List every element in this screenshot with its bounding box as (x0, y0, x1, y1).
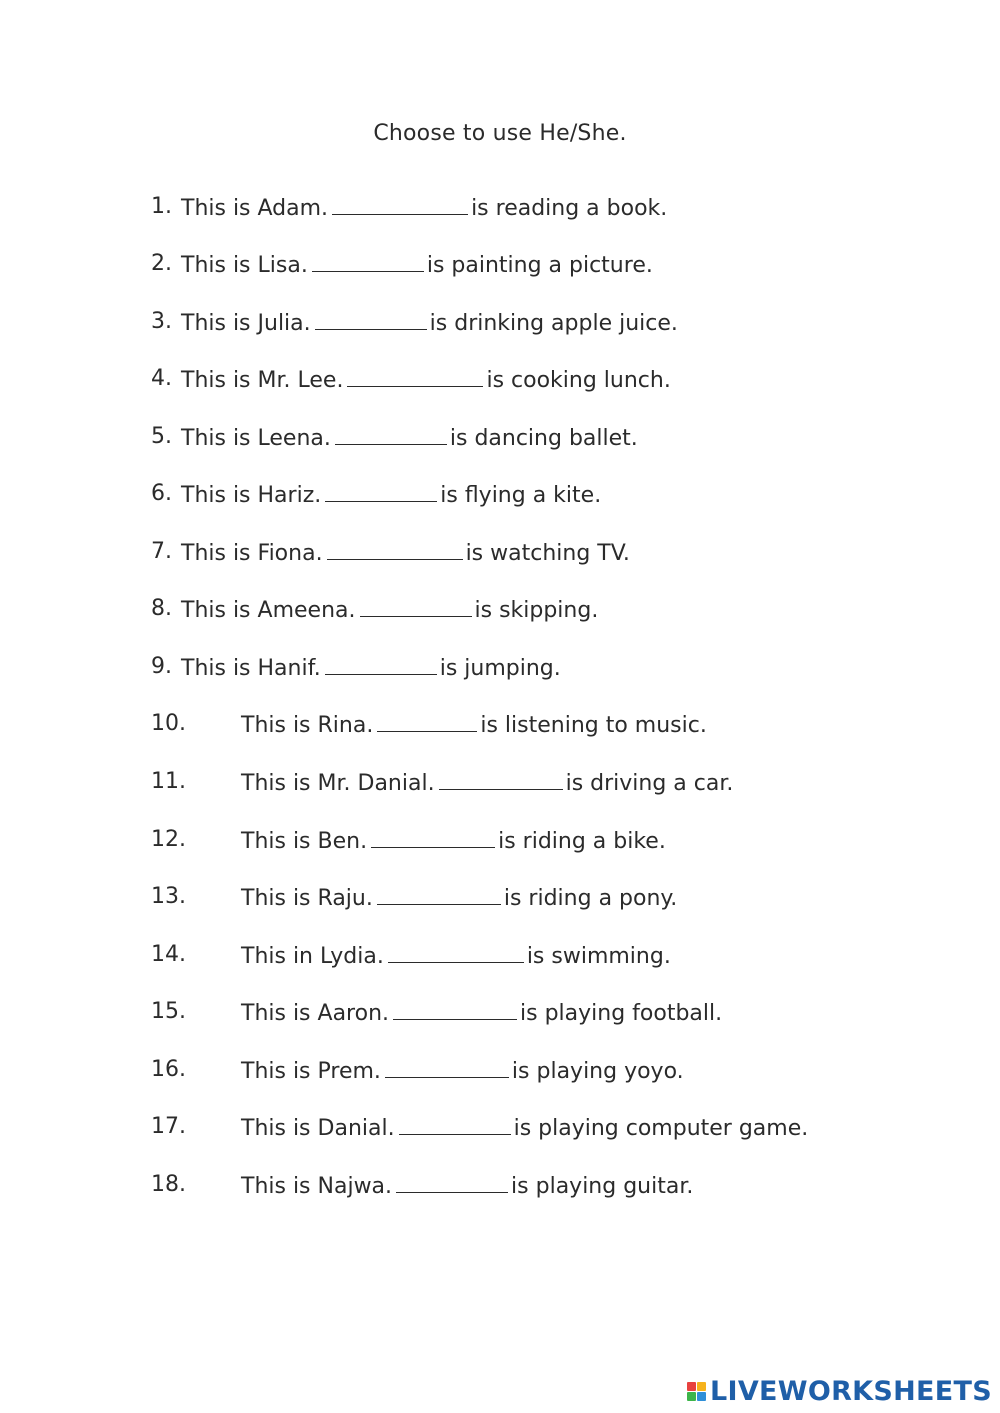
answer-blank[interactable] (360, 596, 472, 617)
question-prompt: This in Lydia. (241, 944, 384, 969)
question-sentence (241, 711, 707, 738)
question-predicate: is listening to music. (480, 713, 707, 738)
question-predicate: is jumping. (439, 656, 561, 681)
question-sentence (241, 1057, 684, 1084)
question-prompt: This is Hanif. (181, 656, 321, 681)
question-predicate: is cooking lunch. (486, 368, 671, 393)
question-prompt: This is Rina. (241, 713, 374, 738)
answer-blank[interactable] (332, 194, 468, 215)
question-number: 6. (151, 481, 172, 506)
liveworksheets-brand[interactable] (687, 1376, 992, 1407)
answer-blank[interactable] (312, 251, 424, 272)
question-prompt: This is Mr. Danial. (241, 771, 435, 796)
answer-blank[interactable] (396, 1172, 508, 1193)
question-sentence (241, 1172, 693, 1199)
question-predicate: is playing guitar. (511, 1174, 694, 1199)
question-predicate: is playing computer game. (513, 1116, 809, 1141)
question-number: 5. (151, 424, 172, 449)
question-predicate: is playing yoyo. (511, 1059, 684, 1084)
answer-blank[interactable] (325, 654, 437, 675)
question-number: 17. (151, 1114, 186, 1139)
question-prompt: This is Leena. (181, 426, 331, 451)
question-sentence (181, 366, 671, 393)
liveworksheets-logo-icon (687, 1382, 706, 1401)
question-number: 1. (151, 194, 172, 219)
answer-blank[interactable] (315, 309, 427, 330)
logo-square-yellow (697, 1382, 706, 1391)
question-prompt: This is Fiona. (181, 541, 323, 566)
question-number: 14. (151, 942, 186, 967)
question-predicate: is painting a picture. (426, 253, 653, 278)
question-prompt: This is Prem. (241, 1059, 381, 1084)
question-prompt: This is Ben. (241, 829, 368, 854)
question-number: 11. (151, 769, 186, 794)
answer-blank[interactable] (399, 1114, 511, 1135)
question-sentence (181, 194, 667, 221)
question-predicate: is playing football. (520, 1001, 723, 1026)
answer-blank[interactable] (371, 827, 495, 848)
question-predicate: is reading a book. (471, 196, 668, 221)
question-prompt: This is Hariz. (181, 483, 322, 508)
question-sentence (241, 1114, 808, 1141)
question-prompt: This is Ameena. (181, 598, 356, 623)
question-prompt: This is Mr. Lee. (181, 368, 344, 393)
question-sentence (241, 942, 671, 969)
question-sentence (181, 654, 561, 681)
question-number: 4. (151, 366, 172, 391)
question-prompt: This is Raju. (241, 886, 373, 911)
question-number: 13. (151, 884, 186, 909)
logo-square-blue (697, 1392, 706, 1401)
question-prompt: This is Adam. (181, 196, 329, 221)
answer-blank[interactable] (388, 942, 524, 963)
answer-blank[interactable] (377, 711, 477, 732)
question-prompt: This is Lisa. (181, 253, 308, 278)
question-number: 16. (151, 1057, 186, 1082)
question-prompt: This is Najwa. (241, 1174, 393, 1199)
answer-blank[interactable] (393, 999, 517, 1020)
question-number: 2. (151, 251, 172, 276)
question-prompt: This is Julia. (181, 311, 311, 336)
answer-blank[interactable] (377, 884, 501, 905)
question-sentence (241, 769, 733, 796)
question-predicate: is watching TV. (465, 541, 630, 566)
question-number: 15. (151, 999, 186, 1024)
question-predicate: is flying a kite. (440, 483, 602, 508)
answer-blank[interactable] (347, 366, 483, 387)
answer-blank[interactable] (335, 424, 447, 445)
question-predicate: is swimming. (526, 944, 671, 969)
question-sentence (181, 596, 598, 623)
question-predicate: is drinking apple juice. (429, 311, 678, 336)
question-predicate: is skipping. (474, 598, 599, 623)
question-predicate: is driving a car. (565, 771, 734, 796)
question-sentence (181, 251, 653, 278)
question-number: 10. (151, 711, 186, 736)
logo-square-green (687, 1392, 696, 1401)
question-number: 12. (151, 827, 186, 852)
worksheet-title: Choose to use He/She. (373, 121, 627, 146)
question-sentence (241, 999, 722, 1026)
question-sentence (181, 309, 678, 336)
question-prompt: This is Danial. (241, 1116, 395, 1141)
question-number: 3. (151, 309, 172, 334)
question-sentence (181, 539, 630, 566)
question-prompt: This is Aaron. (241, 1001, 390, 1026)
question-number: 18. (151, 1172, 186, 1197)
logo-square-red (687, 1382, 696, 1391)
answer-blank[interactable] (385, 1057, 509, 1078)
question-predicate: is riding a bike. (498, 829, 666, 854)
brand-name: LIVEWORKSHEETS (709, 1376, 992, 1407)
question-number: 8. (151, 596, 172, 621)
question-number: 7. (151, 539, 172, 564)
question-number: 9. (151, 654, 172, 679)
answer-blank[interactable] (327, 539, 463, 560)
answer-blank[interactable] (439, 769, 563, 790)
question-sentence (241, 827, 666, 854)
question-predicate: is riding a pony. (503, 886, 678, 911)
question-sentence (181, 424, 638, 451)
question-predicate: is dancing ballet. (449, 426, 638, 451)
question-sentence (181, 481, 601, 508)
answer-blank[interactable] (325, 481, 437, 502)
question-sentence (241, 884, 677, 911)
